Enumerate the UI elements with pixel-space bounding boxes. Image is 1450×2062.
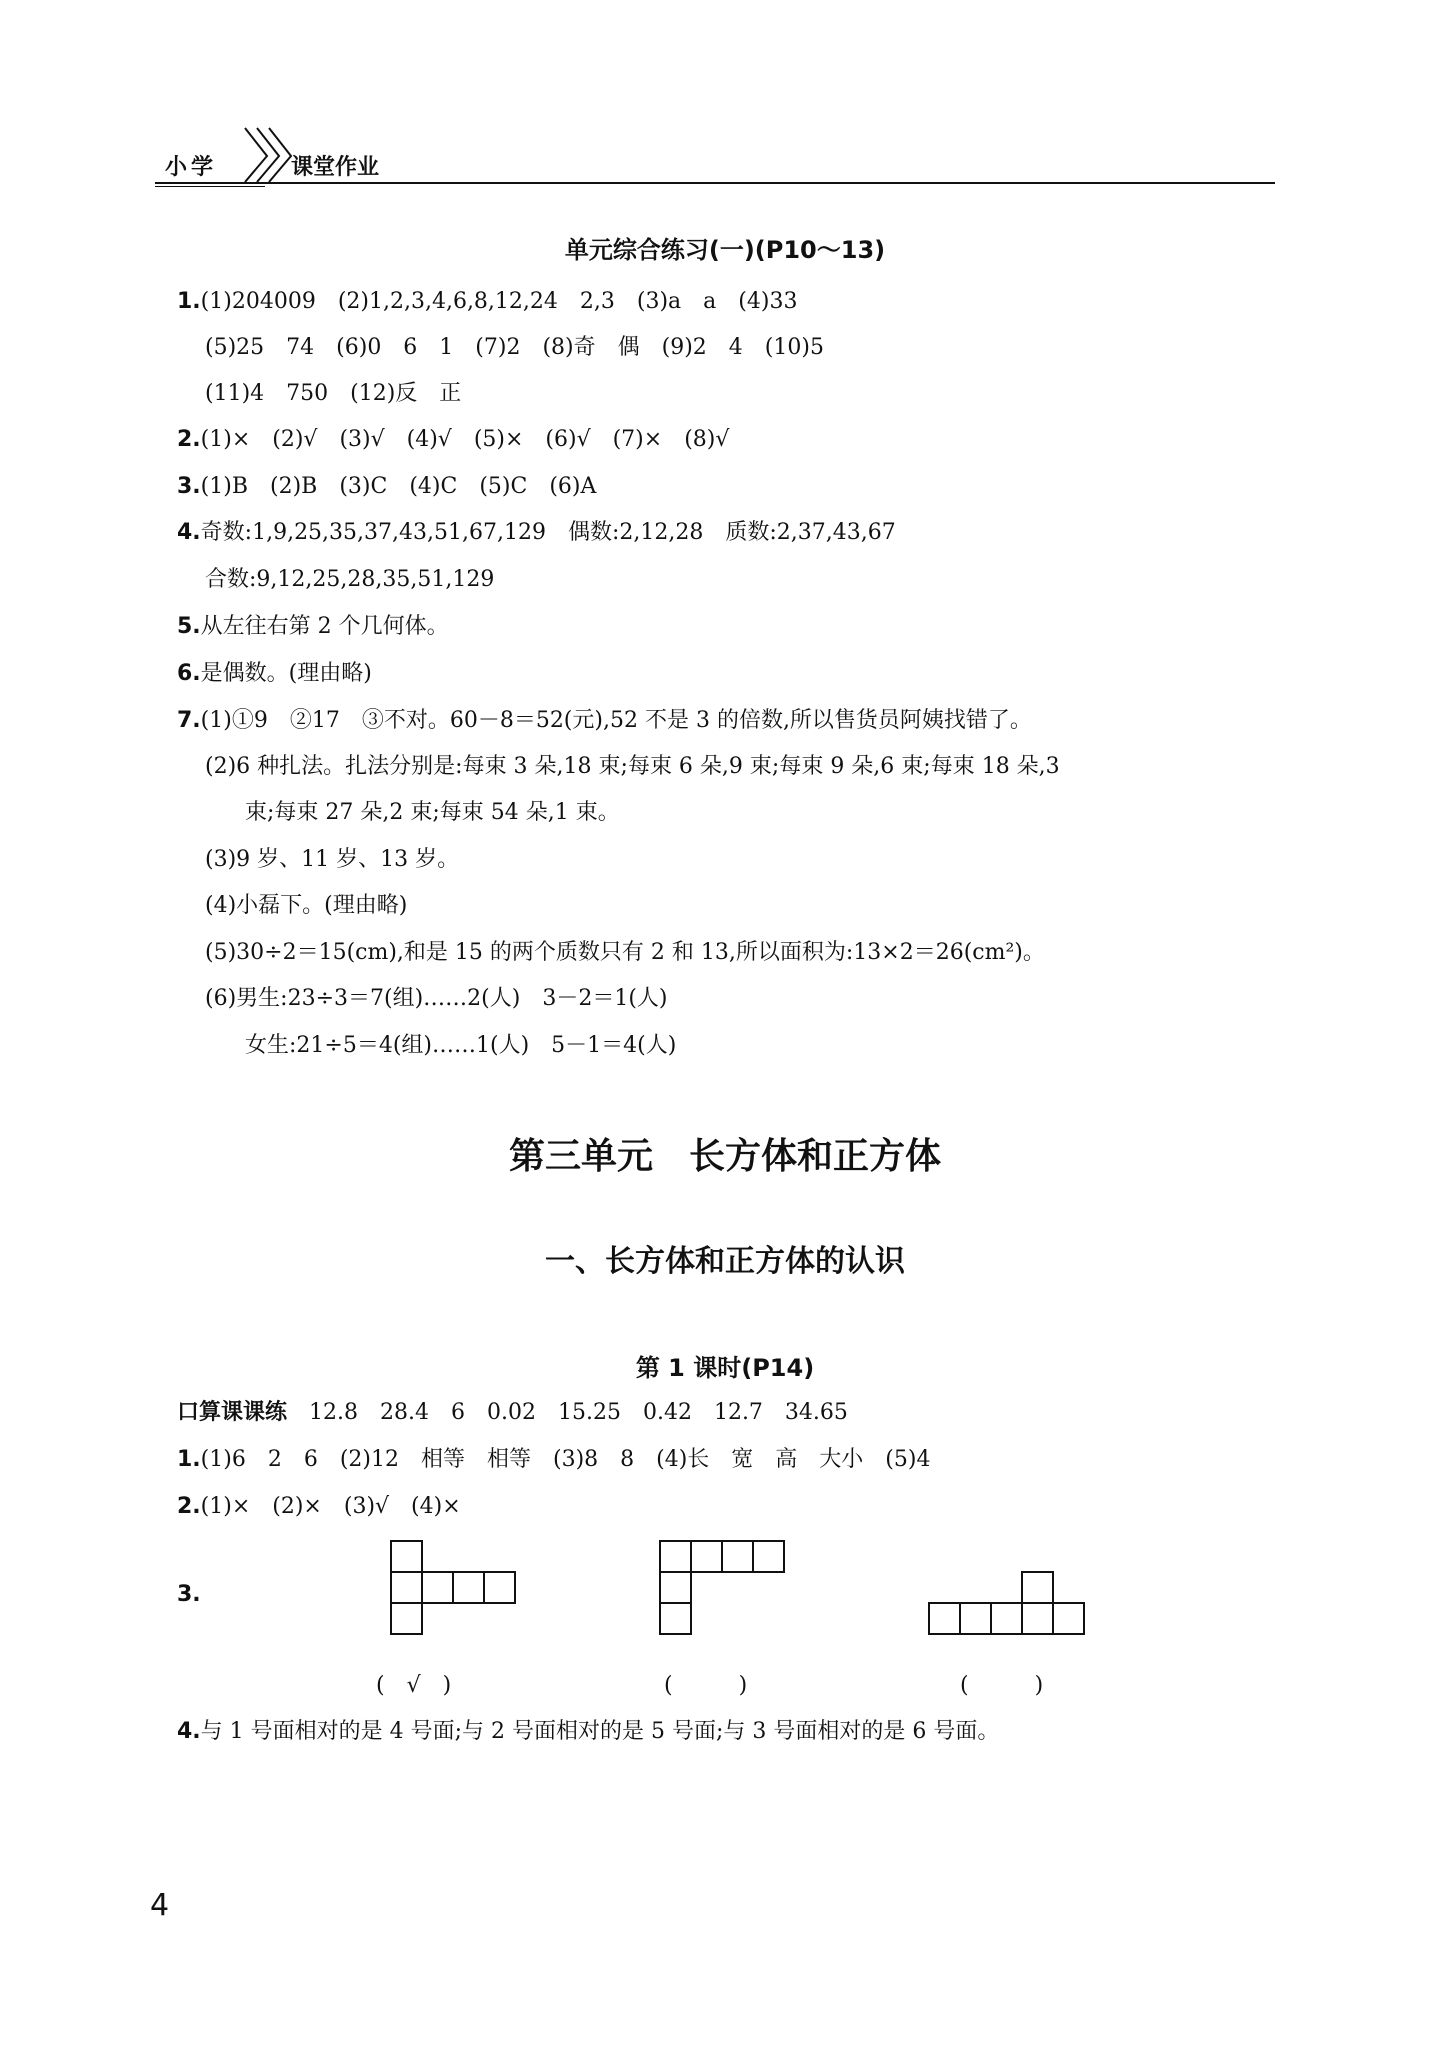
net-2-answer: ( ) [664, 1673, 748, 1698]
answer-line: 2.(1)× (2)× (3)√ (4)× [177, 1494, 461, 1519]
answer-line: 1.(1)204009 (2)1,2,3,4,6,8,12,24 2,3 (3)a a (4)33 [177, 289, 798, 314]
page-header [155, 118, 1275, 184]
answer-line: (5)30÷2＝15(cm),和是 15 的两个质数只有 2 和 13,所以面积为:13×2＝26(cm²)。 [205, 940, 1045, 965]
double-chevron-icon [237, 124, 297, 182]
answer-line: 5.从左往右第 2 个几何体。 [177, 614, 449, 639]
answer-line: (6)男生:23÷3＝7(组)……2(人) 3－2＝1(人) [205, 986, 668, 1011]
answer-line: 4.与 1 号面相对的是 4 号面;与 2 号面相对的是 5 号面;与 3 号面相对的是 6 号面。 [177, 1719, 1000, 1744]
net-1-answer: ( √ ) [376, 1673, 452, 1698]
page-number: 4 [150, 1888, 170, 1923]
answer-line: 6.是偶数。(理由略) [177, 661, 372, 686]
answer-line: (3)9 岁、11 岁、13 岁。 [205, 847, 460, 872]
answer-line: 7.(1)①9 ②17 ③不对。60－8＝52(元),52 不是 3 的倍数,所以售货员阿姨找错了。 [177, 708, 1032, 733]
oral-practice-line: 口算课课练 12.8 28.4 6 0.02 15.25 0.42 12.7 34.65 [177, 1400, 848, 1425]
answer-line: (2)6 种扎法。扎法分别是:每束 3 朵,18 束;每束 6 朵,9 束;每束 9 朵,6 束;每束 18 朵,3 [205, 754, 1060, 779]
net-3-answer: ( ) [960, 1673, 1044, 1698]
answer-line: 1.(1)6 2 6 (2)12 相等 相等 (3)8 8 (4)长 宽 高 大小 (5)4 [177, 1447, 931, 1472]
answer-line: 2.(1)× (2)√ (3)√ (4)√ (5)× (6)√ (7)× (8)√ [177, 427, 730, 452]
header-rule [155, 182, 1275, 184]
answer-line: 束;每束 27 朵,2 束;每束 54 朵,1 束。 [245, 800, 620, 825]
unit-subtitle: 一、长方体和正方体的认识 [545, 1244, 905, 1279]
header-series: 小学 [165, 155, 218, 180]
answer-line: (11)4 750 (12)反 正 [205, 381, 462, 406]
answer-line: (4)小磊下。(理由略) [205, 893, 408, 918]
unit-review-title: 单元综合练习(一)(P10～13) [564, 236, 886, 264]
header-title: 课堂作业 [291, 155, 380, 180]
unit-title: 第三单元 长方体和正方体 [508, 1136, 941, 1177]
question-3-number: 3. [177, 1582, 201, 1607]
answer-line: 3.(1)B (2)B (3)C (4)C (5)C (6)A [177, 474, 597, 499]
answer-line: 合数:9,12,25,28,35,51,129 [205, 567, 495, 592]
answer-line: 女生:21÷5＝4(组)……1(人) 5－1＝4(人) [245, 1033, 677, 1058]
answer-line: (5)25 74 (6)0 6 1 (7)2 (8)奇 偶 (9)2 4 (10)5 [205, 335, 824, 360]
header-rule-thin [155, 186, 265, 187]
answer-line: 4.奇数:1,9,25,35,37,43,51,67,129 偶数:2,12,28 质数:2,37,43,67 [177, 520, 896, 545]
lesson-title: 第 1 课时(P14) [635, 1354, 815, 1382]
